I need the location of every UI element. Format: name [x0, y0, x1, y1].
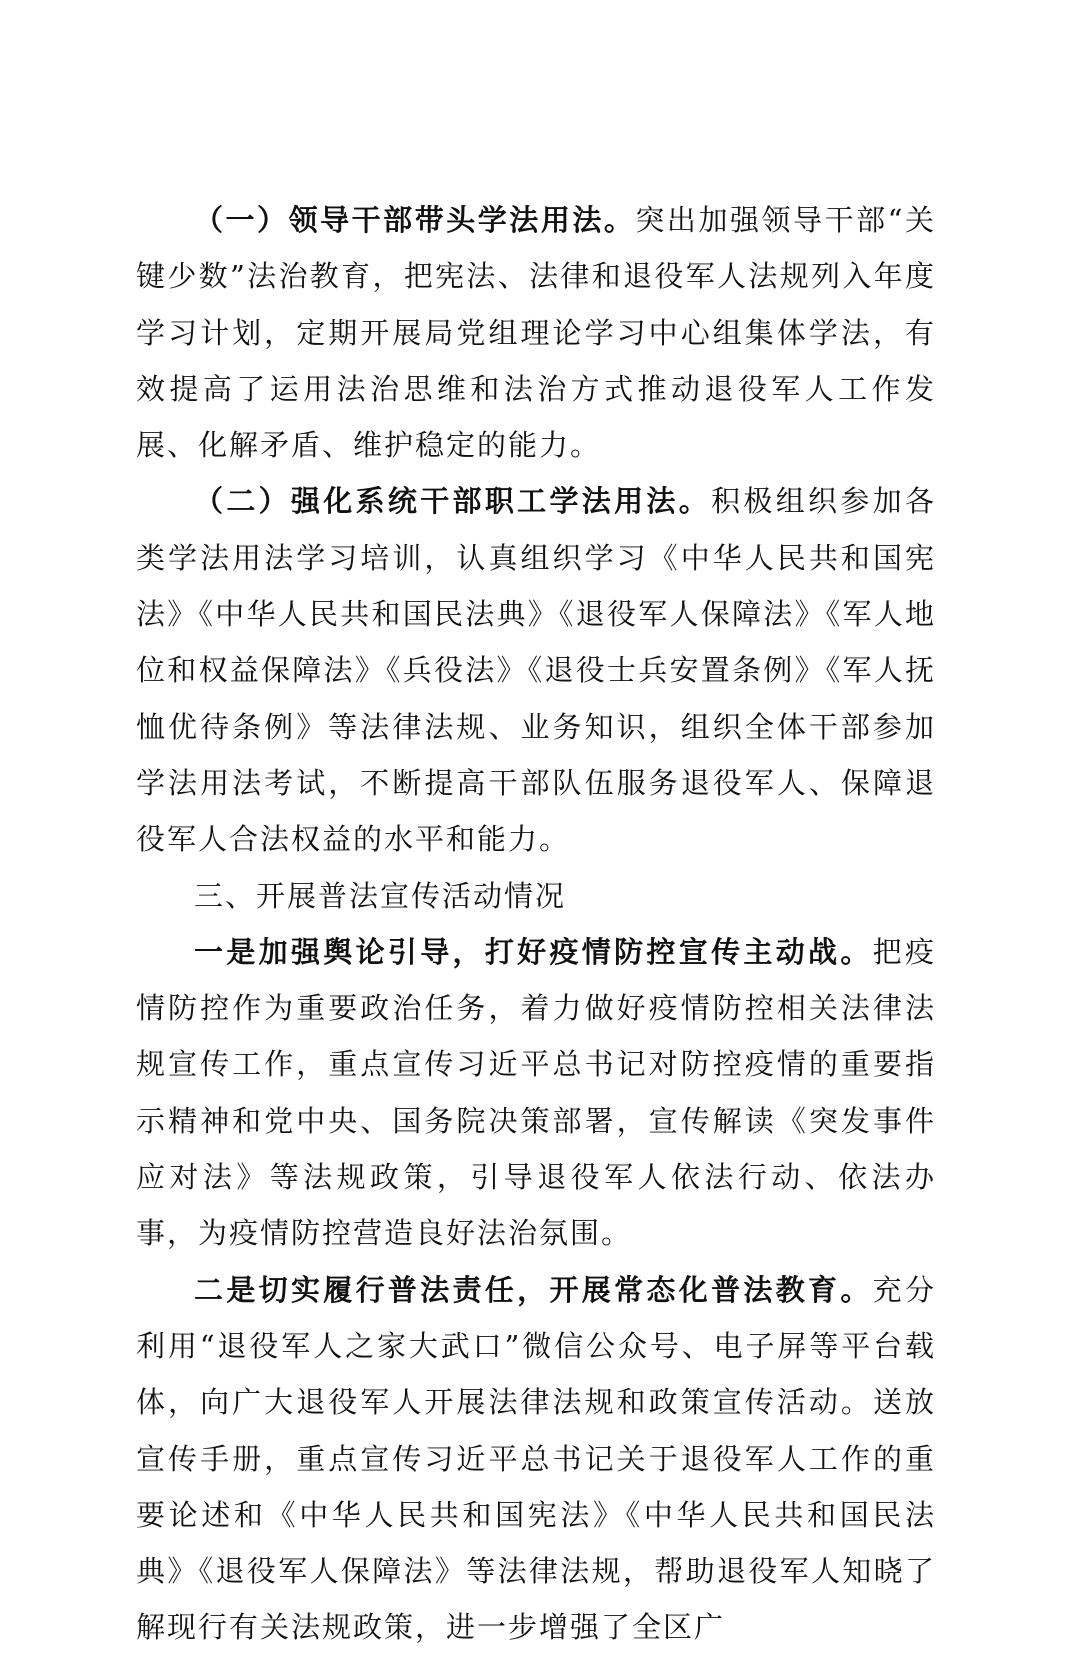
- paragraph-lead: 二是切实履行普法责任，开展常态化普法教育。: [194, 1272, 873, 1307]
- paragraph-body: 突出加强领导干部“关键少数”法治教育，把宪法、法律和退役军人法规列入年度学习计划，定期开展局党组理论学习中心组集体学法，有效提高了运用法治思维和法治方式推动退役军人工作发展、化解矛盾、维护稳定的能力。: [136, 203, 936, 463]
- paragraph-body: 把疫情防控作为重要政治任务，着力做好疫情防控相关法律法规宣传工作，重点宣传习近平总书记对防控疫情的重要指示精神和党中央、国务院决策部署，宣传解读《突发事件应对法》等法规政策，引导退役军人依法行动、依法办事，为疫情防控营造良好法治氛围。: [136, 934, 936, 1251]
- section-heading-text: 三、开展普法宣传活动情况: [194, 878, 567, 913]
- section-heading: [136, 868, 936, 924]
- paragraph-lead: （一）领导干部带头学法用法。: [194, 203, 636, 237]
- paragraph-public-opinion: [136, 924, 936, 1262]
- paragraph-legal-education: [136, 1262, 936, 1656]
- paragraph-body: 充分利用“退役军人之家大武口”微信公众号、电子屏等平台载体，向广大退役军人开展法律法规和政策宣传活动。送放宣传手册，重点宣传习近平总书记关于退役军人工作的重要论述和《中华人民共和国宪法》《中华人民共和国民法典》《退役军人保障法》等法律法规，帮助退役军人知晓了解现行有关法规政策，进一步增强了全区广: [136, 1272, 936, 1645]
- paragraph-lead: 一是加强舆论引导，打好疫情防控宣传主动战。: [194, 934, 873, 969]
- paragraph-body: 积极组织参加各类学法用法学习培训，认真组织学习《中华人民共和国宪法》《中华人民共和国民法典》《退役军人保障法》《军人地位和权益保障法》《兵役法》《退役士兵安置条例》《军人抚恤优待条例》等法律法规、业务知识，组织全体干部参加学法用法考试，不断提高干部队伍服务退役军人、保障退役军人合法权益的水平和能力。: [136, 484, 936, 857]
- paragraph-staff-study-law: [136, 473, 936, 867]
- paragraph-lead: （二）强化系统干部职工学法用法。: [194, 484, 712, 519]
- paragraph-leaders-study-law: [136, 192, 936, 473]
